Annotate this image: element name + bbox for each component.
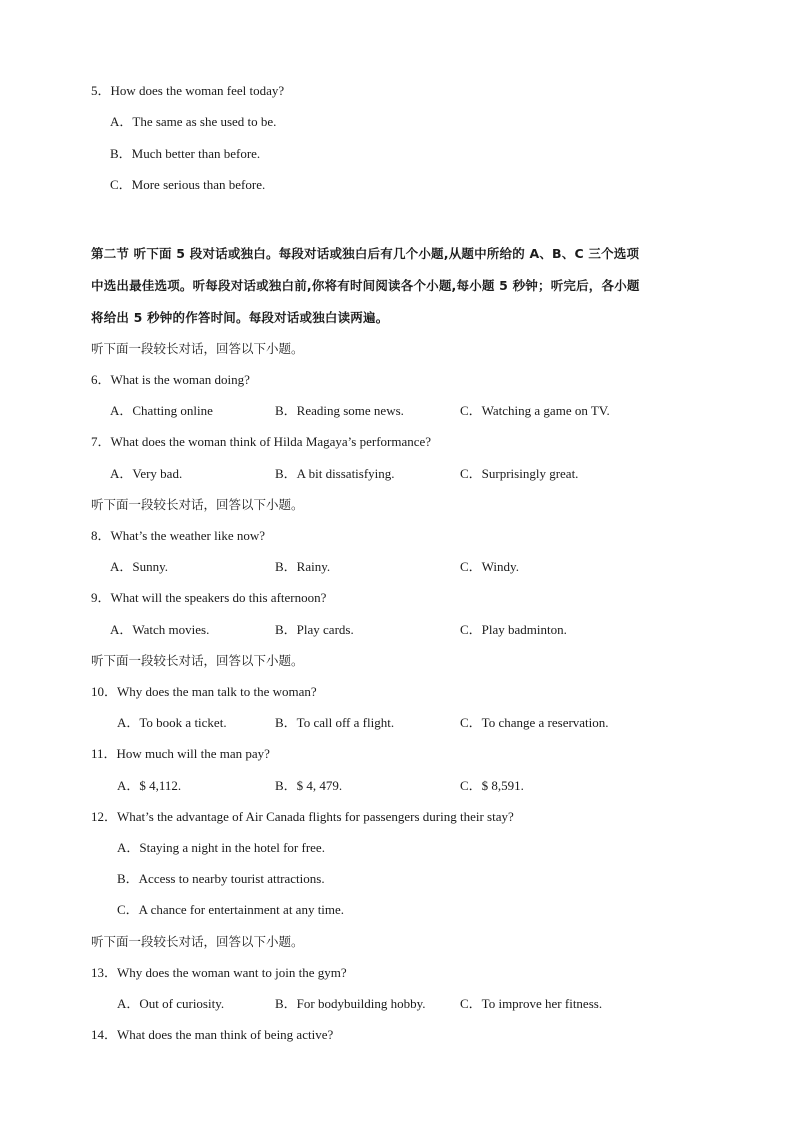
question-6-stem: 6．What is the woman doing?: [91, 372, 250, 387]
question-12-option-c: C．A chance for entertainment at any time.: [117, 902, 345, 917]
question-13-stem: 13．Why does the woman want to join the gym?: [91, 965, 347, 980]
dialogue-instruction-3: 听下面一段较长对话，回答以下小题。: [91, 653, 304, 668]
question-13-option-c: C．To improve her fitness.: [460, 996, 603, 1011]
question-6-option-c: C．Watching a game on TV.: [460, 403, 610, 418]
question-8-option-a: A．Sunny.: [110, 559, 169, 574]
question-12-option-a: A．Staying a night in the hotel for free.: [117, 840, 325, 855]
question-5-option-b: B．Much better than before.: [110, 146, 261, 161]
question-10-stem: 10．Why does the man talk to the woman?: [91, 684, 317, 699]
section-instruction-line-2: 中选出最佳选项。听每段对话或独白前,你将有时间阅读各个小题,每小题 5 秒钟；听完后，各小题: [91, 278, 640, 293]
question-8-option-c: C．Windy.: [460, 559, 519, 574]
question-7-option-c: C．Surprisingly great.: [460, 466, 579, 481]
question-5-stem: 5．How does the woman feel today?: [91, 83, 285, 98]
dialogue-instruction-1: 听下面一段较长对话，回答以下小题。: [91, 341, 304, 356]
dialogue-instruction-2: 听下面一段较长对话，回答以下小题。: [91, 497, 304, 512]
question-9-option-b: B．Play cards.: [275, 622, 354, 637]
question-7-stem: 7．What does the woman think of Hilda Magaya’s performance?: [91, 434, 432, 449]
question-11-stem: 11．How much will the man pay?: [91, 746, 270, 761]
question-11-option-b: B．$ 4, 479.: [275, 778, 343, 793]
section-instruction-line-1: 第二节 听下面 5 段对话或独白。每段对话或独白后有几个小题,从题中所给的 A、B、C 三个选项: [91, 246, 640, 261]
question-10-option-c: C．To change a reservation.: [460, 715, 609, 730]
question-7-option-a: A．Very bad.: [110, 466, 183, 481]
question-10-option-b: B．To call off a flight.: [275, 715, 395, 730]
question-5-option-c: C．More serious than before.: [110, 177, 266, 192]
question-7-option-b: B．A bit dissatisfying.: [275, 466, 395, 481]
question-8-stem: 8．What’s the weather like now?: [91, 528, 265, 543]
question-9-option-a: A．Watch movies.: [110, 622, 210, 637]
question-13-option-b: B．For bodybuilding hobby.: [275, 996, 426, 1011]
question-11-option-a: A．$ 4,112.: [117, 778, 182, 793]
question-12-option-b: B．Access to nearby tourist attractions.: [117, 871, 325, 886]
question-9-option-c: C．Play badminton.: [460, 622, 567, 637]
dialogue-instruction-4: 听下面一段较长对话，回答以下小题。: [91, 934, 304, 949]
question-13-option-a: A．Out of curiosity.: [117, 996, 225, 1011]
section-instruction-line-3: 将给出 5 秒钟的作答时间。每段对话或独白读两遍。: [91, 310, 389, 325]
question-10-option-a: A．To book a ticket.: [117, 715, 227, 730]
question-11-option-c: C．$ 8,591.: [460, 778, 524, 793]
question-6-option-b: B．Reading some news.: [275, 403, 404, 418]
question-6-option-a: A．Chatting online: [110, 403, 213, 418]
question-12-stem: 12．What’s the advantage of Air Canada flights for passengers during their stay?: [91, 809, 514, 824]
question-14-stem: 14．What does the man think of being active?: [91, 1027, 334, 1042]
question-8-option-b: B．Rainy.: [275, 559, 331, 574]
question-5-option-a: A．The same as she used to be.: [110, 114, 277, 129]
question-9-stem: 9．What will the speakers do this afternoon?: [91, 590, 327, 605]
